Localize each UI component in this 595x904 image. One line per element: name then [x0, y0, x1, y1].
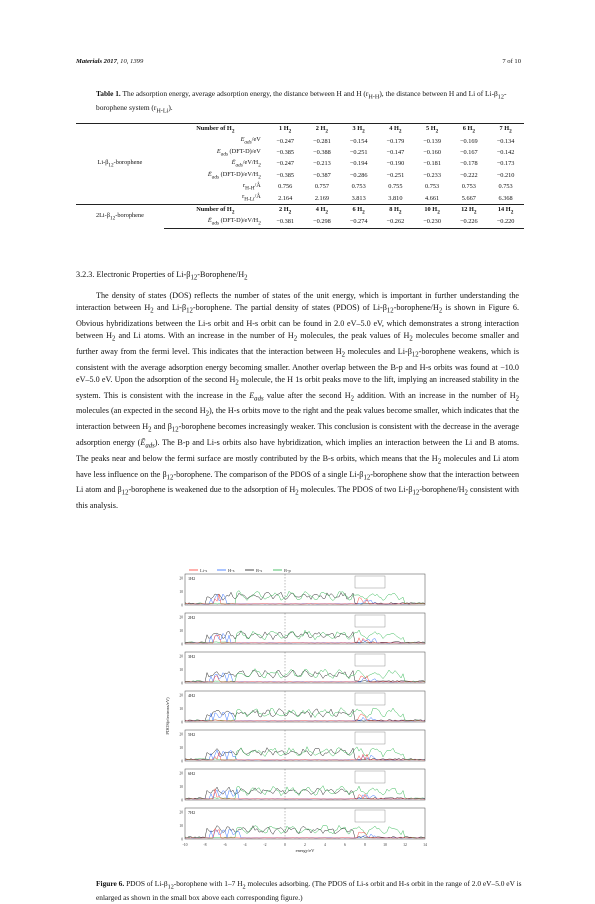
table-cell: −0.381	[267, 216, 304, 228]
y-tick-label: 0	[181, 603, 183, 608]
pdos-series-b-s	[185, 670, 425, 682]
y-tick-label: 0	[181, 642, 183, 647]
column-header: 6 $H_2$	[450, 124, 487, 136]
column-header: 2 $H_2$	[304, 124, 341, 136]
x-tick-label: 14	[423, 843, 427, 847]
parameter-label: $E_{ads}$ (DFT-D)/eV	[216, 147, 261, 158]
adsorption-table	[76, 123, 524, 229]
table-cell: −0.388	[313, 148, 331, 156]
table-cell: 0.753	[351, 183, 366, 191]
table-cell: 4.661	[414, 192, 451, 204]
panel-label: 7H2	[188, 810, 196, 815]
inset-box	[355, 810, 385, 822]
x-axis-label: energy/eV	[295, 848, 315, 853]
pdos-series-b-s	[185, 631, 425, 643]
column-header: Number of $H_2$	[164, 124, 267, 136]
panel-label: 4H2	[188, 693, 196, 698]
y-tick-label: 10	[179, 668, 183, 672]
y-tick-label: 10	[179, 824, 183, 828]
table-cell: −0.139	[423, 137, 441, 145]
pdos-series-b-s	[185, 787, 425, 799]
y-tick-label: 0	[181, 798, 183, 803]
inset-box	[355, 771, 385, 783]
table-cell: −0.213	[313, 160, 331, 168]
table-cell: −0.169	[459, 137, 478, 145]
table-cell: −0.154	[349, 137, 368, 145]
inset-box	[355, 576, 385, 588]
table-cell: −0.194	[349, 160, 368, 168]
y-tick-label: 0	[181, 681, 183, 686]
column-header: 7 $H_2$	[487, 124, 524, 136]
figure6-caption-text: PDOS of $Li-\beta_{12}$-borophene with 1–7 $H_2$ molecules adsorbing. (The PDOS of Li-s orbit and H-s orbit in the range of 2.0 eV–5.0 eV is enlarged as shown in the small box above each corresponding figure.)	[96, 879, 522, 903]
x-tick-label: 10	[383, 843, 387, 847]
table-cell: −0.298	[304, 216, 341, 228]
panel-frame	[185, 769, 425, 800]
table-cell: −0.210	[496, 171, 515, 179]
table-cell: −0.220	[487, 216, 524, 228]
body-paragraph: The density of states (DOS) reflects the number of states of the unit energy, which is important in further understanding the interaction between $H_2$ and $Li-\beta_{12}$-borophene. The partial density of states (PDOS) of $Li-\beta_{12}-borophene/H_2$ is shown in Figure 6. Obvious hybridizations between the Li-s orbit and H-s orbit can be found in 2.0 eV–5.0 eV, which demonstrates a strong interaction between $H_2$ and Li atoms. With an increase in the number of $H_2$ molecules, the peak values of $H_2$ molecules become smaller and further away from the fermi level. This indicates that the interaction between $H_2$ molecules and $Li-\beta_{12}$-borophene weakens, which is consistent with the average adsorption energy becoming smaller. Another overlap between the B-p and H-s orbits was found at −10.0 eV–5.0 eV. Upon the adsorption of the second $H_2$ molecule, the H 1s orbit peaks move to the lift, implying an increased stability in the system. This is consistent with the increase in the $E_{ads}$ value after the second $H_2$ addition. With an increase in the number of $H_2$ molecules (an expected in the second $H_2$), the H-s orbits move to the right and the peak values become smaller, which indicates that the interaction between $H_2$ and $\beta_{12}$-borophene becomes increasingly weaker. This conclusion is consistent with the decrease in the average adsorption energy $(Ē_{ads})$. The B-p and Li-s orbits also have hybridization, which implies an interaction between the Li and B atoms. The peaks near and below the fermi surface are mostly contributed by the B-s orbits, which means that the $H_2$ molecules and Li atom have less influence on the $\beta_{12}$-borophene. The comparison of the PDOS of a single $Li-\beta_{12}$-borophene show that the interaction between Li atom and $\beta_{12}$-borophene is weakened due to the adsorption of $H_2$ molecules. The PDOS of two $Li-\beta_{12}-borophene/H_2$ consistent with this analysis.	[76, 291, 520, 511]
y-tick-label: 0	[181, 759, 183, 764]
table-cell: −0.251	[386, 171, 405, 179]
pdos-series-li-s	[185, 594, 425, 604]
parameter-label: $r_{H-Li}/Å$	[164, 192, 267, 204]
y-tick-label: 10	[179, 785, 183, 789]
legend-label: B-s	[256, 567, 263, 573]
table-cell: 0.753	[425, 183, 440, 191]
table-cell: 0.753	[498, 183, 513, 191]
table-cell: −0.173	[496, 160, 515, 168]
table-cell: 0.753	[461, 183, 476, 191]
table-cell: −0.178	[459, 160, 478, 168]
inset-box	[355, 654, 385, 666]
column-header: 4 $H_2$	[304, 204, 341, 216]
y-tick-label: 20	[179, 576, 183, 581]
panel-label: 6H2	[188, 771, 196, 776]
column-header: 14 $H_2$	[487, 204, 524, 216]
panel-frame	[185, 691, 425, 722]
table-cell: −0.387	[313, 171, 331, 179]
panel-frame	[185, 808, 425, 839]
y-tick-label: 20	[179, 615, 183, 620]
table-cell: −0.251	[349, 148, 368, 156]
table-cell: 3.813	[340, 192, 377, 204]
system-name: $Li-\beta_{12}$-borophene	[76, 124, 164, 205]
column-header: 1 $H_2$	[267, 124, 304, 136]
column-header: 5 $H_2$	[414, 124, 451, 136]
journal-volume: , 10, 1399	[116, 58, 144, 65]
figure6-label: Figure 6.	[96, 879, 125, 888]
inset-box	[355, 615, 385, 627]
system-name: $2Li-\beta_{12}$-borophene	[76, 204, 164, 228]
x-tick-label: -4	[243, 843, 247, 847]
table-cell: −0.226	[450, 216, 487, 228]
x-tick-label: 8	[364, 843, 366, 847]
x-tick-label: 0	[284, 843, 286, 847]
y-tick-label: 10	[179, 746, 183, 750]
table-cell: −0.167	[459, 148, 478, 156]
legend-label: H-s	[228, 567, 235, 573]
column-header: 12 $H_2$	[450, 204, 487, 216]
panel-label: 1H2	[188, 576, 196, 581]
parameter-label: $Ē_{ads}$ $(DFT-D)/eV/H_2$	[164, 216, 267, 228]
parameter-label: $r_{H-H}/Å$	[243, 182, 261, 192]
table-cell: 6.368	[487, 192, 524, 204]
table-cell: 0.755	[388, 183, 403, 191]
column-header: 8 $H_2$	[377, 204, 414, 216]
table-cell: −0.385	[276, 148, 295, 156]
table-cell: −0.385	[276, 171, 295, 179]
journal-year: 2017	[103, 58, 117, 65]
table-header-row	[76, 124, 524, 136]
pdos-series-b-s	[185, 748, 425, 760]
x-tick-label: 6	[344, 843, 346, 847]
table1-caption-text: The adsorption energy, average adsorption energy, the distance between H and H $(r_{H-H})$, the distance between H and Li of $Li-\beta_{12}$-borophene system $(r_{H-Li})$.	[96, 89, 507, 115]
section-title: 3.2.3. Electronic Properties of $Li-\beta_{12}-Borophene/H_2$	[76, 270, 248, 282]
table-cell: −0.181	[423, 160, 441, 168]
pdos-series-b-p	[185, 747, 425, 760]
panel-label: 5H2	[188, 732, 196, 737]
y-tick-label: 10	[179, 590, 183, 594]
table-cell: −0.247	[276, 137, 295, 145]
table1-label: Table 1.	[96, 89, 121, 98]
table-cell: 2.169	[304, 192, 341, 204]
y-tick-label: 20	[179, 693, 183, 698]
table-cell: −0.160	[423, 148, 441, 156]
table-cell: 3.810	[377, 192, 414, 204]
table-cell: −0.222	[459, 171, 478, 179]
pdos-series-b-s	[185, 826, 425, 838]
x-tick-label: -6	[223, 843, 227, 847]
panel-frame	[185, 574, 425, 605]
column-header: 10 $H_2$	[414, 204, 451, 216]
table-cell: −0.274	[340, 216, 377, 228]
page-number: 7 of 10	[502, 58, 521, 65]
panel-label: 2H2	[188, 615, 196, 620]
x-tick-label: 2	[304, 843, 306, 847]
column-header: Number of $H_2$	[164, 204, 267, 216]
table-cell: −0.247	[276, 160, 295, 168]
table-cell: −0.190	[386, 160, 405, 168]
y-tick-label: 20	[179, 810, 183, 815]
table-cell: 2.164	[267, 192, 304, 204]
panel-label: 3H2	[188, 654, 196, 659]
column-header: 6 $H_2$	[340, 204, 377, 216]
table-cell: −0.179	[386, 137, 405, 145]
table-cell: −0.134	[496, 137, 515, 145]
x-tick-label: 12	[403, 843, 407, 847]
table-cell: −0.230	[414, 216, 451, 228]
pdos-series-li-s	[185, 714, 425, 721]
inset-box	[355, 693, 385, 705]
pdos-series-li-s	[185, 676, 425, 682]
column-header: 3 $H_2$	[340, 124, 377, 136]
pdos-series-b-p	[185, 630, 425, 643]
pdos-series-h-s	[185, 594, 425, 604]
figure6-caption	[96, 879, 524, 904]
journal-header	[76, 58, 143, 65]
table-cell: 5.667	[450, 192, 487, 204]
table-cell: −0.286	[349, 171, 368, 179]
parameter-label: $Ē_{ads}$ $(DFT-D)/eV/H_2$	[207, 170, 261, 180]
y-tick-label: 20	[179, 771, 183, 776]
column-header: 4 $H_2$	[377, 124, 414, 136]
y-tick-label: 20	[179, 654, 183, 659]
x-tick-label: 4	[324, 843, 326, 847]
journal-name: Materials	[76, 58, 103, 65]
y-axis-label: PDOS(electrons/eV)	[165, 697, 170, 735]
table-cell: 0.757	[314, 183, 329, 191]
panel-frame	[185, 652, 425, 683]
legend-label: B-p	[284, 567, 291, 573]
figure6-pdos-plot	[163, 566, 433, 868]
y-tick-label: 10	[179, 629, 183, 633]
parameter-label: $Ē_{ads}/eV/H_2$	[231, 159, 261, 169]
x-tick-label: -10	[182, 843, 188, 847]
y-tick-label: 0	[181, 720, 183, 725]
column-header: 2 $H_2$	[267, 204, 304, 216]
y-tick-label: 10	[179, 707, 183, 711]
parameter-label: $E_{ads}/eV$	[240, 136, 261, 146]
y-tick-label: 0	[181, 837, 183, 842]
table-cell: 0.756	[278, 183, 293, 191]
table-cell: −0.281	[313, 137, 331, 145]
table1-caption	[96, 89, 524, 118]
table-cell: −0.142	[496, 148, 515, 156]
table-cell: −0.147	[386, 148, 405, 156]
table-cell: −0.262	[377, 216, 414, 228]
table-header-row	[76, 204, 524, 216]
y-tick-label: 20	[179, 732, 183, 737]
table-cell: −0.233	[423, 171, 441, 179]
inset-box	[355, 732, 385, 744]
legend-label: Li-s	[200, 567, 208, 573]
x-tick-label: -8	[203, 843, 207, 847]
x-tick-label: -2	[263, 843, 267, 847]
pdos-series-b-p	[185, 708, 425, 721]
